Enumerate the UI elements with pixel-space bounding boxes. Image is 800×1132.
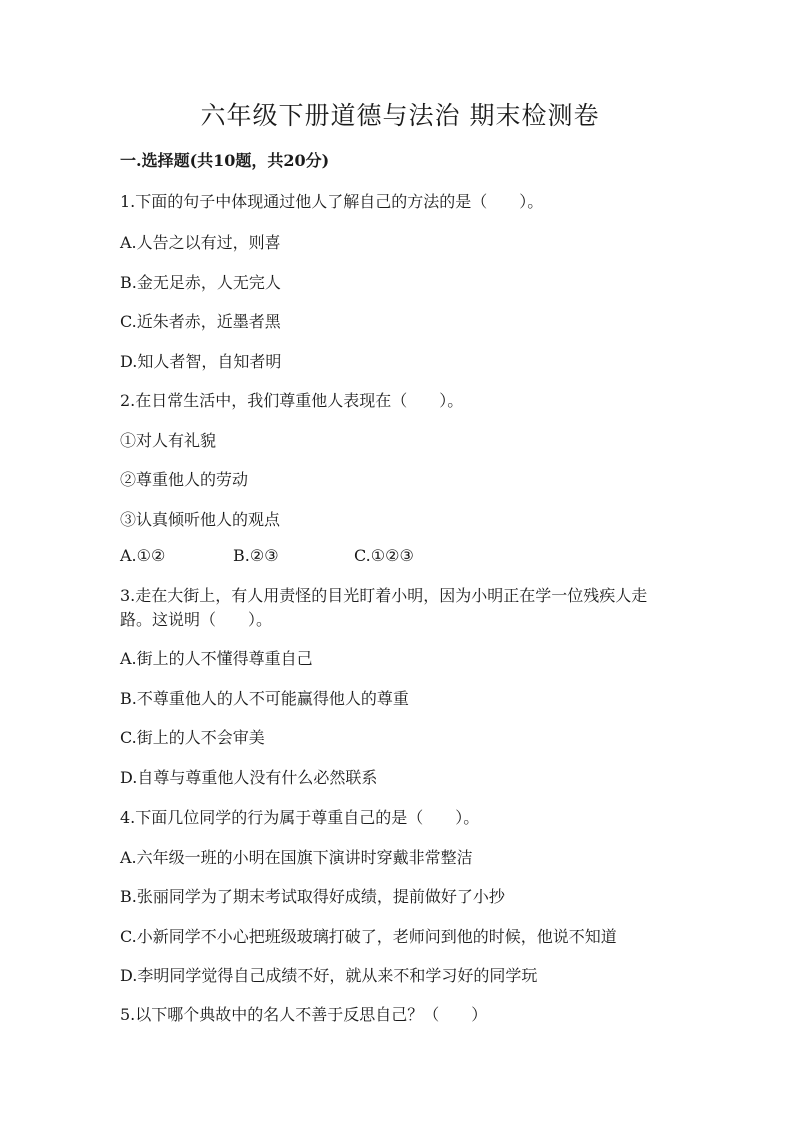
question-1-stem: 1.下面的句子中体现通过他人了解自己的方法的是（ ）。 — [120, 192, 544, 211]
page-title: 六年级下册道德与法治 期末检测卷 — [200, 101, 600, 130]
question-1-option-b: B.金无足赤，人无完人 — [120, 273, 281, 292]
question-4-option-b: B.张丽同学为了期末考试取得好成绩，提前做好了小抄 — [120, 887, 505, 906]
question-4-option-d: D.李明同学觉得自己成绩不好，就从来不和学习好的同学玩 — [120, 966, 538, 985]
question-4-stem: 4.下面几位同学的行为属于尊重自己的是（ ）。 — [120, 808, 480, 827]
question-3-option-a: A.街上的人不懂得尊重自己 — [120, 649, 313, 668]
question-2-option-b: B.②③ — [233, 546, 279, 565]
question-3-option-c: C.街上的人不会审美 — [120, 728, 265, 747]
question-2-statement-3: ③认真倾听他人的观点 — [120, 510, 281, 529]
question-2-statement-2: ②尊重他人的劳动 — [120, 470, 249, 489]
question-1-option-d: D.知人者智，自知者明 — [120, 352, 282, 371]
question-1-option-a: A.人告之以有过，则喜 — [120, 233, 281, 252]
section-heading: 一.选择题(共10题，共20分) — [120, 151, 330, 170]
question-2-option-c: C.①②③ — [354, 546, 414, 565]
question-4-option-c: C.小新同学不小心把班级玻璃打破了，老师问到他的时候，他说不知道 — [120, 927, 617, 946]
question-2-statement-1: ①对人有礼貌 — [120, 431, 217, 450]
question-2-option-a: A.①② — [120, 546, 166, 565]
question-3-option-b: B.不尊重他人的人不可能赢得他人的尊重 — [120, 689, 409, 708]
question-1-option-c: C.近朱者赤，近墨者黑 — [120, 312, 281, 331]
question-5-stem: 5.以下哪个典故中的名人不善于反思自己？（ ） — [120, 1005, 488, 1024]
question-4-option-a: A.六年级一班的小明在国旗下演讲时穿戴非常整洁 — [120, 848, 473, 867]
question-2-stem: 2.在日常生活中，我们尊重他人表现在（ ）。 — [120, 391, 464, 410]
question-3-option-d: D.自尊与尊重他人没有什么必然联系 — [120, 768, 378, 787]
question-3-stem: 3.走在大街上，有人用责怪的目光盯着小明，因为小明正在学一位残疾人走路。这说明（ ）。 — [120, 586, 648, 629]
